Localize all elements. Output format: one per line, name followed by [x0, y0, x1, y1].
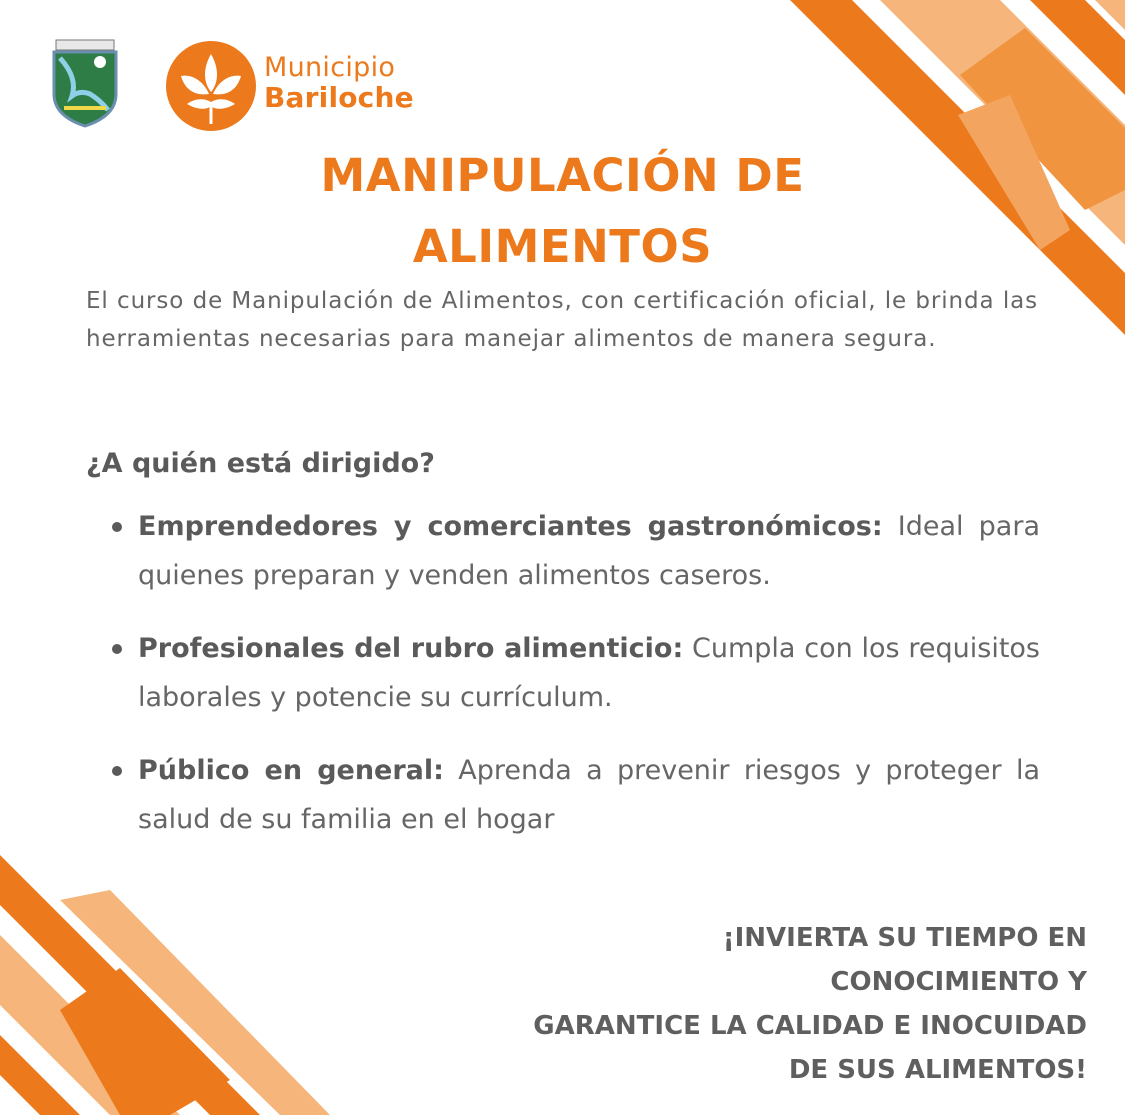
brand-line-2: Bariloche — [264, 81, 414, 114]
cta-line-1: ¡INVIERTA SU TIEMPO EN — [722, 923, 1087, 953]
cta-line-2: CONOCIMIENTO Y — [830, 967, 1087, 997]
list-item — [106, 502, 1040, 600]
title-line-1: MANIPULACIÓN DE — [320, 149, 805, 202]
flower-logo-icon — [165, 40, 257, 132]
cta-line-4: DE SUS ALIMENTOS! — [788, 1055, 1087, 1085]
course-description: El curso de Manipulación de Alimentos, con certificación oficial, le brinda las herramientas necesarias para manejar alimentos de manera segura. — [86, 288, 1038, 352]
bullet-icon — [112, 644, 122, 654]
list-item-text: Ideal para quienes preparan y venden alimentos caseros. — [138, 511, 1041, 591]
page-title — [150, 140, 975, 282]
bullet-icon — [112, 766, 122, 776]
list-item — [106, 624, 1040, 722]
bullet-icon — [112, 522, 122, 532]
list-item-term: Profesionales del rubro alimenticio: — [138, 633, 684, 664]
audience-list — [106, 502, 1040, 868]
audience-heading: ¿A quién está dirigido? — [86, 448, 435, 479]
municipio-wordmark — [264, 53, 484, 113]
cta-line-3: GARANTICE LA CALIDAD E INOCUIDAD — [533, 1011, 1087, 1041]
brand-line-1: Municipio — [264, 52, 396, 83]
list-item-term: Público en general: — [138, 755, 444, 786]
bottom-left-stripes — [0, 855, 330, 1115]
list-item-term: Emprendedores y comerciantes gastronómicos: — [138, 511, 883, 542]
list-item-text: Aprenda a prevenir riesgos y proteger la salud de su familia en el hogar — [138, 755, 1040, 835]
list-item — [106, 746, 1040, 844]
list-item-text: Cumpla con los requisitos laborales y potencie su currículum. — [138, 633, 1040, 713]
bariloche-shield-logo — [50, 38, 120, 128]
title-line-2: ALIMENTOS — [412, 220, 713, 273]
call-to-action — [387, 916, 1087, 1092]
